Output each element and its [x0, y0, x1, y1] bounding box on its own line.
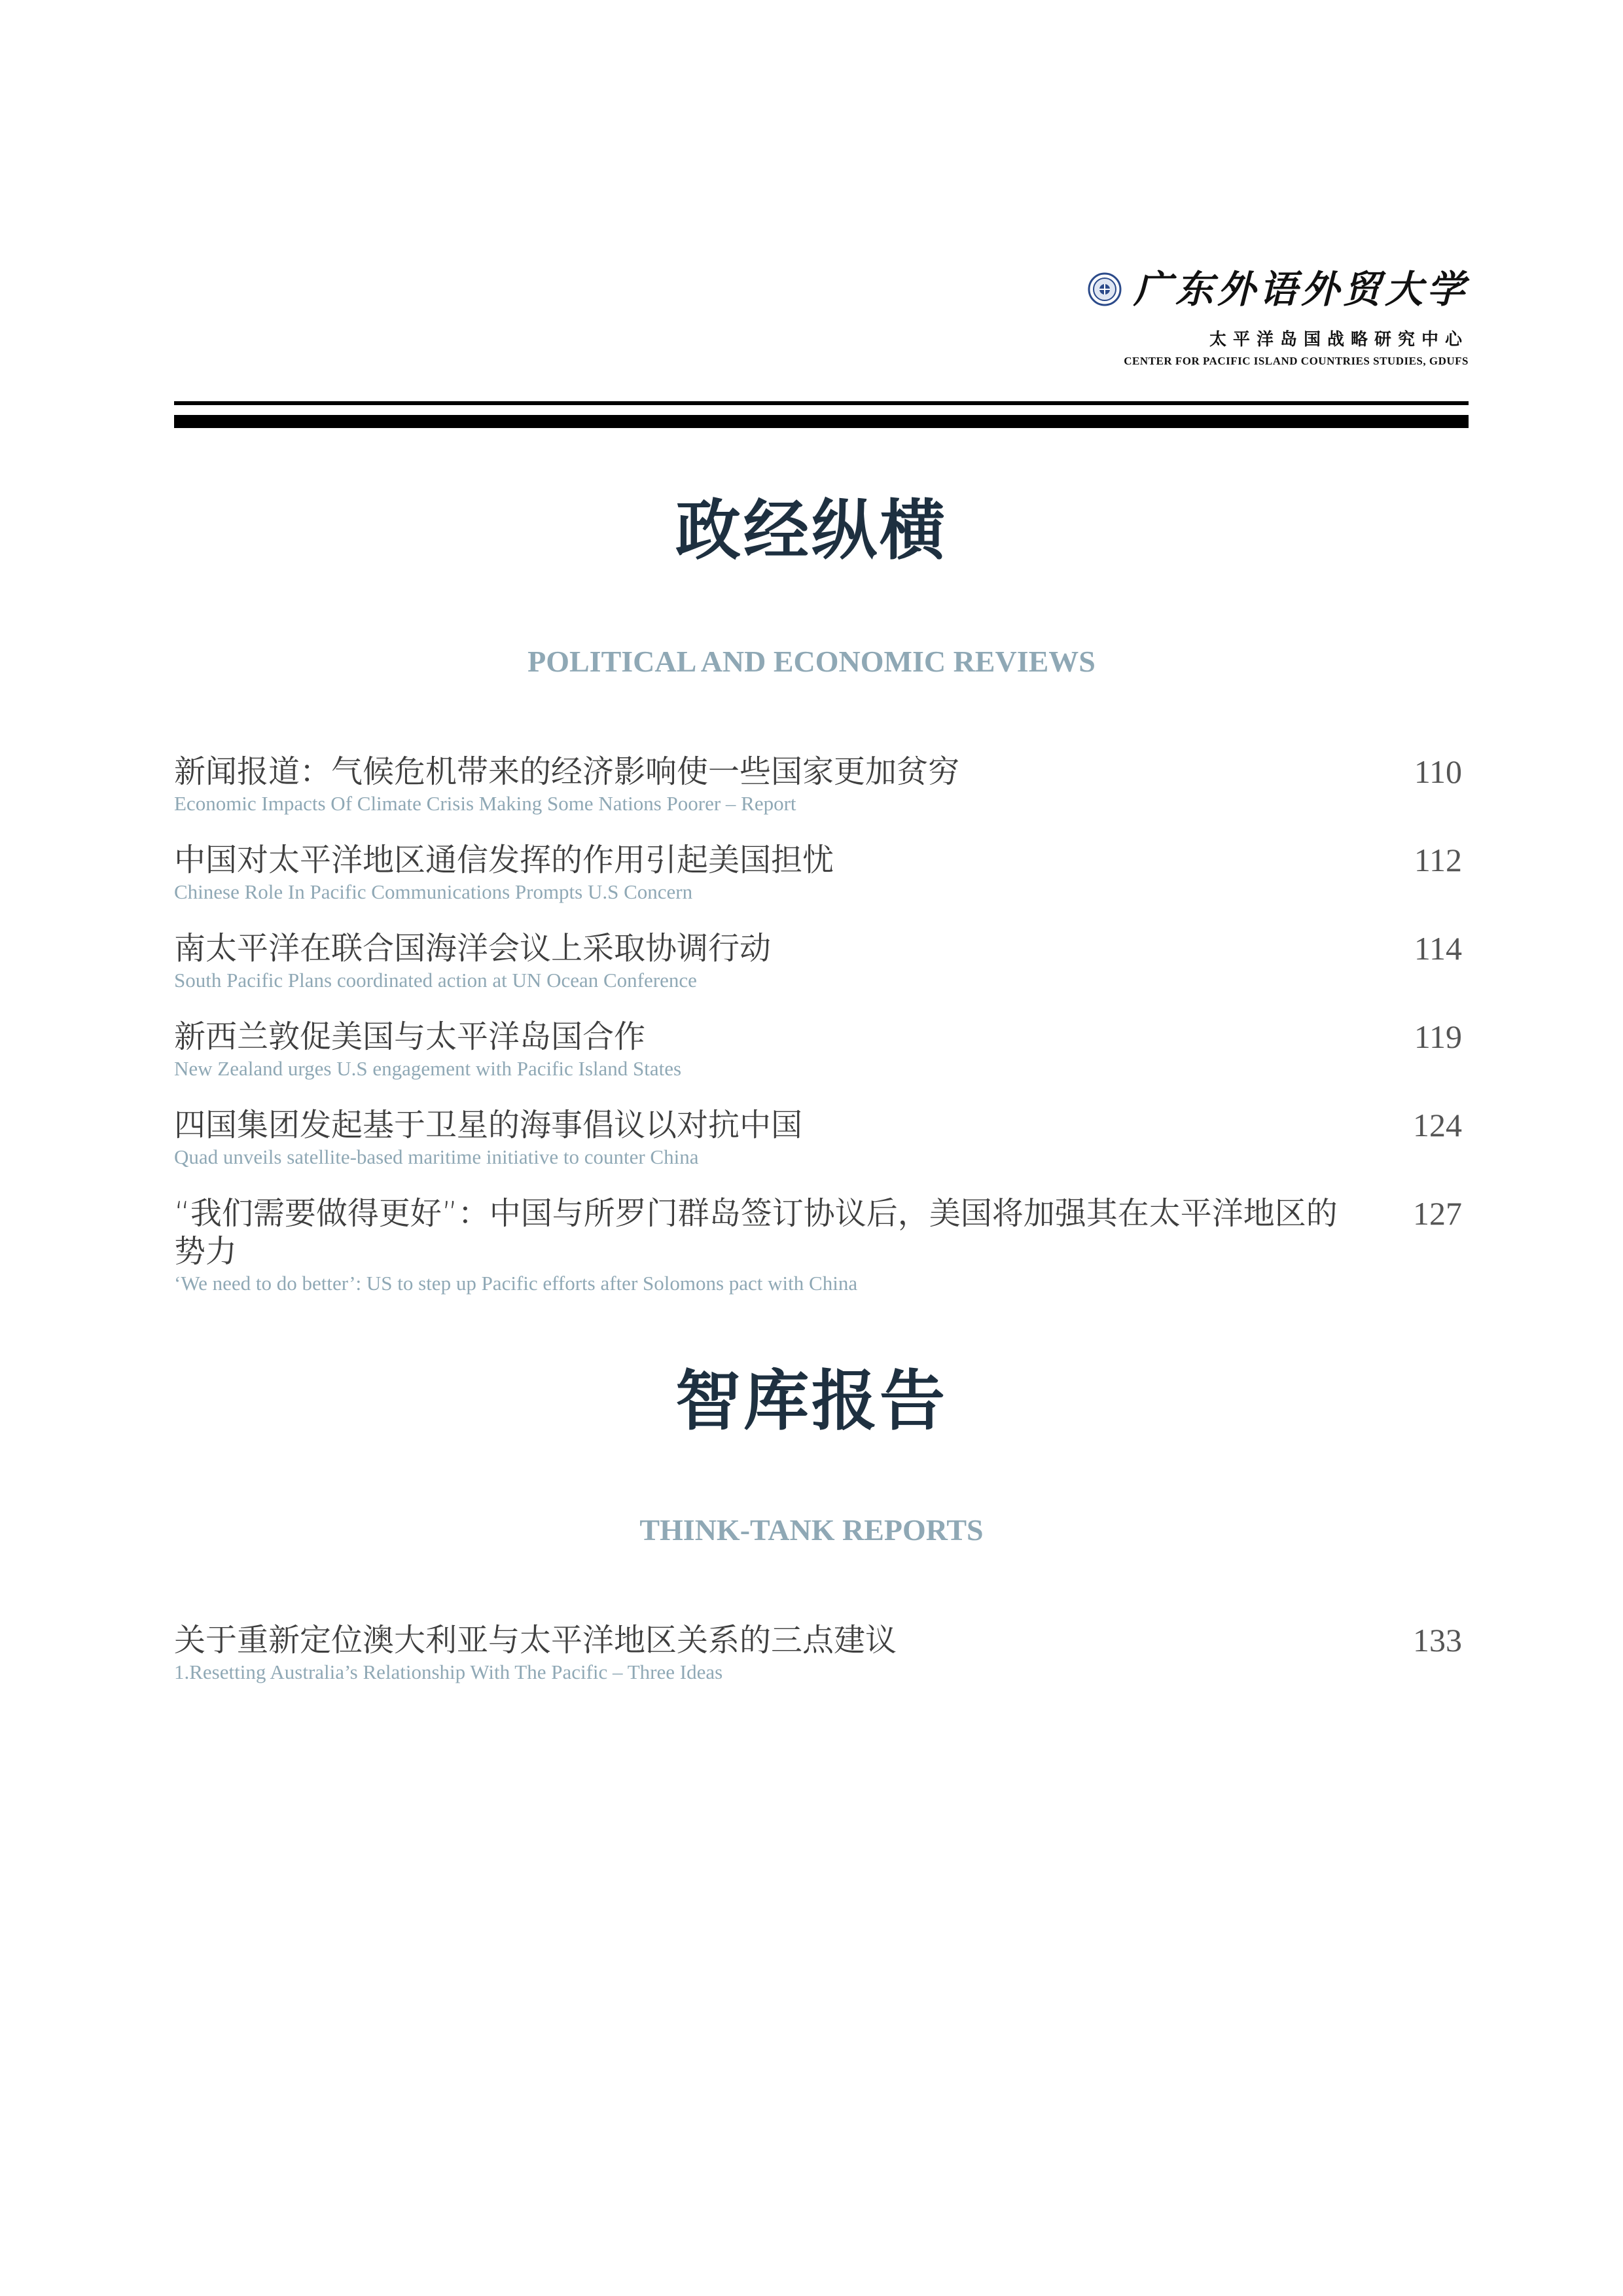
toc-entry-page: 127 [1413, 1195, 1462, 1232]
toc-entry-page: 133 [1413, 1622, 1462, 1659]
toc-entry-page: 112 [1414, 842, 1462, 878]
toc-entry[interactable] [174, 753, 1469, 841]
toc-entry-title-en: ‘We need to do better’: US to step up Pacific efforts after Solomons pact with China [174, 1272, 858, 1295]
section-title-en: POLITICAL AND ECONOMIC REVIEWS [527, 645, 1096, 678]
toc-entry-page: 114 [1414, 930, 1462, 967]
toc-entry-title-en: Chinese Role In Pacific Communications Prompts U.S Concern [174, 880, 693, 903]
toc-entry-title-cn: 新闻报道：气候危机带来的经济影响使一些国家更加贫穷 [174, 753, 960, 790]
toc-entry-title-cn: 关于重新定位澳大利亚与太平洋地区关系的三点建议 [174, 1622, 897, 1659]
toc-entry[interactable] [174, 841, 1469, 929]
header-divider-thin [174, 401, 1469, 405]
toc-entry-title-en: New Zealand urges U.S engagement with Pacific Island States [174, 1057, 682, 1080]
university-seal-icon [1088, 272, 1122, 306]
university-logo-row [814, 268, 1469, 310]
toc-entry-title-cn: 中国对太平洋地区通信发挥的作用引起美国担忧 [174, 842, 834, 878]
toc-entry[interactable] [174, 1018, 1469, 1106]
toc-entry-title-cn: “我们需要做得更好”：中国与所罗门群岛签订协议后，美国将加强其在太平洋地区的势力 [174, 1195, 1338, 1270]
toc-list [174, 1621, 1469, 1710]
toc-entry[interactable] [174, 929, 1469, 1018]
toc-entry-page: 119 [1414, 1018, 1462, 1055]
toc-entry-title-en: South Pacific Plans coordinated action at UN Ocean Conference [174, 969, 697, 992]
toc-entry-title-cn: 新西兰敦促美国与太平洋岛国合作 [174, 1018, 646, 1055]
toc-entry-page: 124 [1413, 1107, 1462, 1143]
toc-entry-page: 110 [1414, 753, 1462, 790]
toc-list [174, 753, 1469, 1312]
section-title-cn: 智库报告 [675, 1362, 948, 1439]
toc-entry-title-en: 1.Resetting Australia’s Relationship With The Pacific – Three Ideas [174, 1660, 723, 1683]
section-title-cn: 政经纵横 [675, 492, 948, 569]
page-header [814, 268, 1469, 368]
toc-entry[interactable] [174, 1106, 1469, 1194]
toc-entry-title-en: Economic Impacts Of Climate Crisis Making Some Nations Poorer – Report [174, 792, 796, 815]
center-name-en: CENTER FOR PACIFIC ISLAND COUNTRIES STUDIES, GDUFS [1124, 355, 1469, 367]
center-name-cn: 太平洋岛国战略研究中心 [1209, 330, 1469, 350]
header-divider-thick [174, 415, 1469, 428]
toc-entry-title-cn: 南太平洋在联合国海洋会议上采取协调行动 [174, 930, 772, 967]
university-name: 广东外语外贸大学 [1133, 267, 1469, 312]
toc-entry[interactable] [174, 1194, 1469, 1312]
toc-entry[interactable] [174, 1621, 1469, 1710]
toc-entry-title-cn: 四国集团发起基于卫星的海事倡议以对抗中国 [174, 1107, 803, 1143]
toc-entry-title-en: Quad unveils satellite-based maritime initiative to counter China [174, 1145, 699, 1168]
section-title-en: THINK-TANK REPORTS [639, 1513, 984, 1547]
